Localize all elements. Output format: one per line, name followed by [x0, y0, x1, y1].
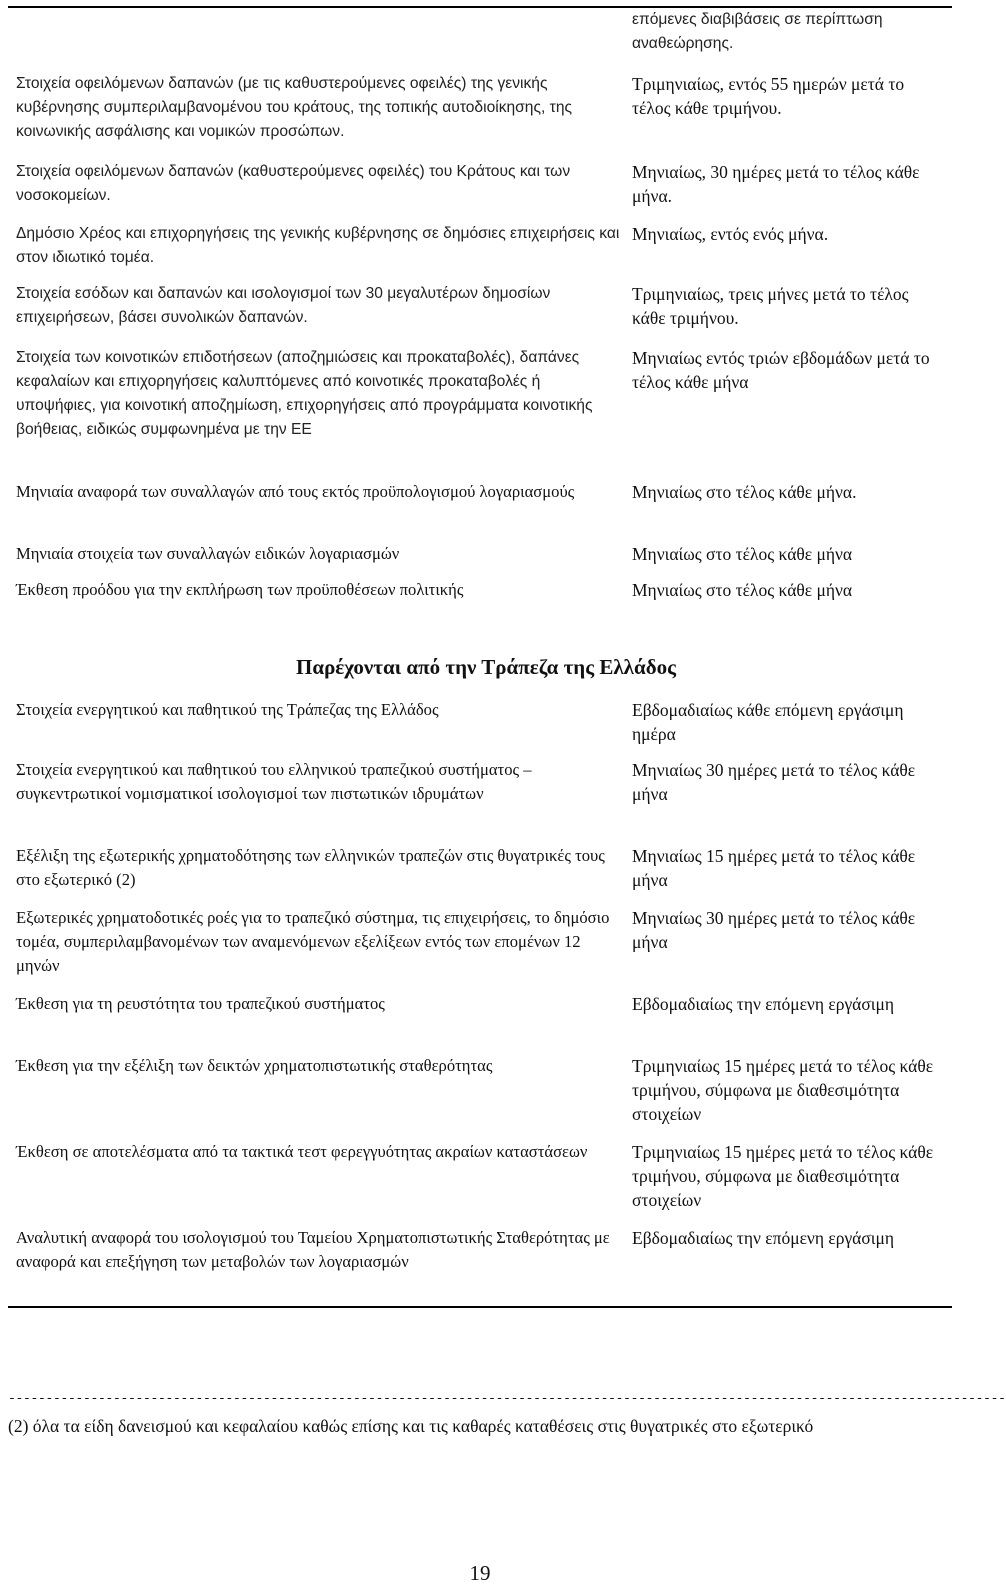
table-row [8, 906, 952, 992]
frequency-cell: Εβδομαδιαίως την επόμενη εργάσιμη [632, 994, 895, 1014]
data-item-cell: Στοιχεία των κοινοτικών επιδοτήσεων (αποζημιώσεις και προκαταβολές), δαπάνες κεφαλαίων και επιχορηγήσεις καλυπτόμενες από κοινοτικές προκαταβολές ή υποψήφιες, για κοινοτική αποζημίωση, επιχορηγήσεις από προγράμματα κοινοτικής βοήθειας, ειδικώς συμφωνημένα με την ΕΕ [16, 349, 593, 438]
frequency-cell: Μηνιαίως, 30 ημέρες μετά το τέλος κάθε μήνα. [632, 162, 920, 206]
data-item-cell: Μηνιαία στοιχεία των συναλλαγών ειδικών λογαριασμών [16, 544, 400, 563]
table-row [8, 282, 952, 346]
table-row [8, 6, 952, 72]
frequency-cell: Εβδομαδιαίως την επόμενη εργάσιμη [632, 1228, 895, 1248]
frequency-cell: Τριμηνιαίως, τρεις μήνες μετά το τέλος κάθε τριμήνου. [632, 284, 909, 328]
bank-of-greece-table [8, 698, 952, 1310]
data-item-cell: Έκθεση για τη ρευστότητα του τραπεζικού συστήματος [16, 994, 385, 1013]
table-row [8, 1054, 952, 1140]
frequency-cell: Μηνιαίως εντός τριών εβδομάδων μετά το τέλος κάθε μήνα [632, 348, 930, 392]
data-item-cell: Έκθεση για την εξέλιξη των δεικτών χρηματοπιστωτικής σταθερότητας [16, 1056, 493, 1075]
table-row [8, 542, 952, 578]
table-bottom-border [8, 1306, 952, 1308]
data-item-cell: Εξέλιξη της εξωτερικής χρηματοδότησης των ελληνικών τραπεζών στις θυγατρικές τους στο εξωτερικό (2) [16, 846, 605, 889]
frequency-cell: επόμενες διαβιβάσεις σε περίπτωση αναθεώρησης. [632, 11, 883, 52]
frequency-cell: Μηνιαίως 30 ημέρες μετά το τέλος κάθε μήνα [632, 908, 916, 952]
table-row [8, 72, 952, 160]
data-item-cell: Στοιχεία οφειλόμενων δαπανών (με τις καθυστερούμενες οφειλές) της γενικής κυβέρνησης συμπεριλαμβανομένου του κράτους, της τοπικής αυτοδιοίκησης, της κοινωνικής ασφάλισης και νομικών προσώπων. [16, 75, 573, 140]
frequency-cell: Μηνιαίως στο τέλος κάθε μήνα. [632, 482, 857, 502]
footnote: (2) όλα τα είδη δανεισμού και κεφαλαίου καθώς επίσης και τις καθαρές καταθέσεις στις θυγατρικές στο εξωτερικό [8, 1416, 814, 1436]
data-item-cell: Εξωτερικές χρηματοδοτικές ροές για το τραπεζικό σύστημα, τις επιχειρήσεις, το δημόσιο τομέα, συμπεριλαμβανομένων των αναμενόμενων εξελίξεων εντός των επομένων 12 μηνών [16, 908, 610, 975]
table-row [8, 844, 952, 906]
page-number: 19 [469, 1561, 491, 1585]
footnote-separator: ------------------------------------------------------------------------------------------------------------------------------------- [8, 1391, 1006, 1406]
frequency-cell: Μηνιαίως στο τέλος κάθε μήνα [632, 544, 853, 564]
table-row [8, 698, 952, 758]
frequency-cell: Μηνιαίως 15 ημέρες μετά το τέλος κάθε μήνα [632, 846, 916, 890]
frequency-cell: Τριμηνιαίως 15 ημέρες μετά το τέλος κάθε τριμήνου, σύμφωνα με διαθεσιμότητα στοιχείων [632, 1056, 934, 1124]
table-row [8, 160, 952, 222]
data-item-cell: Στοιχεία ενεργητικού και παθητικού του ελληνικού τραπεζικού συστήματος – συγκεντρωτικοί νομισματικοί ισολογισμοί των πιστωτικών ιδρυμάτων [16, 760, 532, 803]
data-item-cell: Έκθεση προόδου για την εκπλήρωση των προϋποθέσεων πολιτικής [16, 580, 464, 599]
frequency-cell: Τριμηνιαίως 15 ημέρες μετά το τέλος κάθε τριμήνου, σύμφωνα με διαθεσιμότητα στοιχείων [632, 1142, 934, 1210]
data-item-cell: Δημόσιο Χρέος και επιχορηγήσεις της γενικής κυβέρνησης σε δημόσιες επιχειρήσεις και στον ιδιωτικό τομέα. [16, 225, 620, 266]
section-heading: Παρέχονται από την Τράπεζα της Ελλάδος [296, 655, 676, 679]
frequency-cell: Μηνιαίως, εντός ενός μήνα. [632, 224, 829, 244]
table-row [8, 222, 952, 282]
data-item-cell: Μηνιαία αναφορά των συναλλαγών από τους εκτός προϋπολογισμού λογαριασμούς [16, 482, 575, 501]
frequency-cell: Μηνιαίως 30 ημέρες μετά το τέλος κάθε μήνα [632, 760, 916, 804]
frequency-cell: Μηνιαίως στο τέλος κάθε μήνα [632, 580, 853, 600]
table-row [8, 758, 952, 844]
table-row [8, 1140, 952, 1226]
data-item-cell: Στοιχεία οφειλόμενων δαπανών (καθυστερούμενες οφειλές) του Κράτους και των νοσοκομείων. [16, 163, 571, 204]
table-row [8, 578, 952, 614]
frequency-cell: Τριμηνιαίως, εντός 55 ημερών μετά το τέλος κάθε τριμήνου. [632, 74, 905, 118]
data-item-cell: Στοιχεία ενεργητικού και παθητικού της Τράπεζας της Ελλάδος [16, 700, 439, 719]
data-item-cell: Έκθεση σε αποτελέσματα από τα τακτικά τεστ φερεγγυότητας ακραίων καταστάσεων [16, 1142, 588, 1161]
table-row [8, 346, 952, 480]
table-row [8, 1226, 952, 1310]
data-item-cell: Αναλυτική αναφορά του ισολογισμού του Ταμείου Χρηματοπιστωτικής Σταθερότητας με αναφορά και επεξήγηση των μεταβολών των λογαριασμών [16, 1228, 610, 1271]
government-data-table [8, 6, 952, 614]
table-row [8, 480, 952, 542]
data-item-cell: Στοιχεία εσόδων και δαπανών και ισολογισμοί των 30 μεγαλυτέρων δημοσίων επιχειρήσεων, βάσει συνολικών δαπανών. [16, 285, 551, 326]
frequency-cell: Εβδομαδιαίως κάθε επόμενη εργάσιμη ημέρα [632, 700, 904, 744]
table-row [8, 992, 952, 1054]
